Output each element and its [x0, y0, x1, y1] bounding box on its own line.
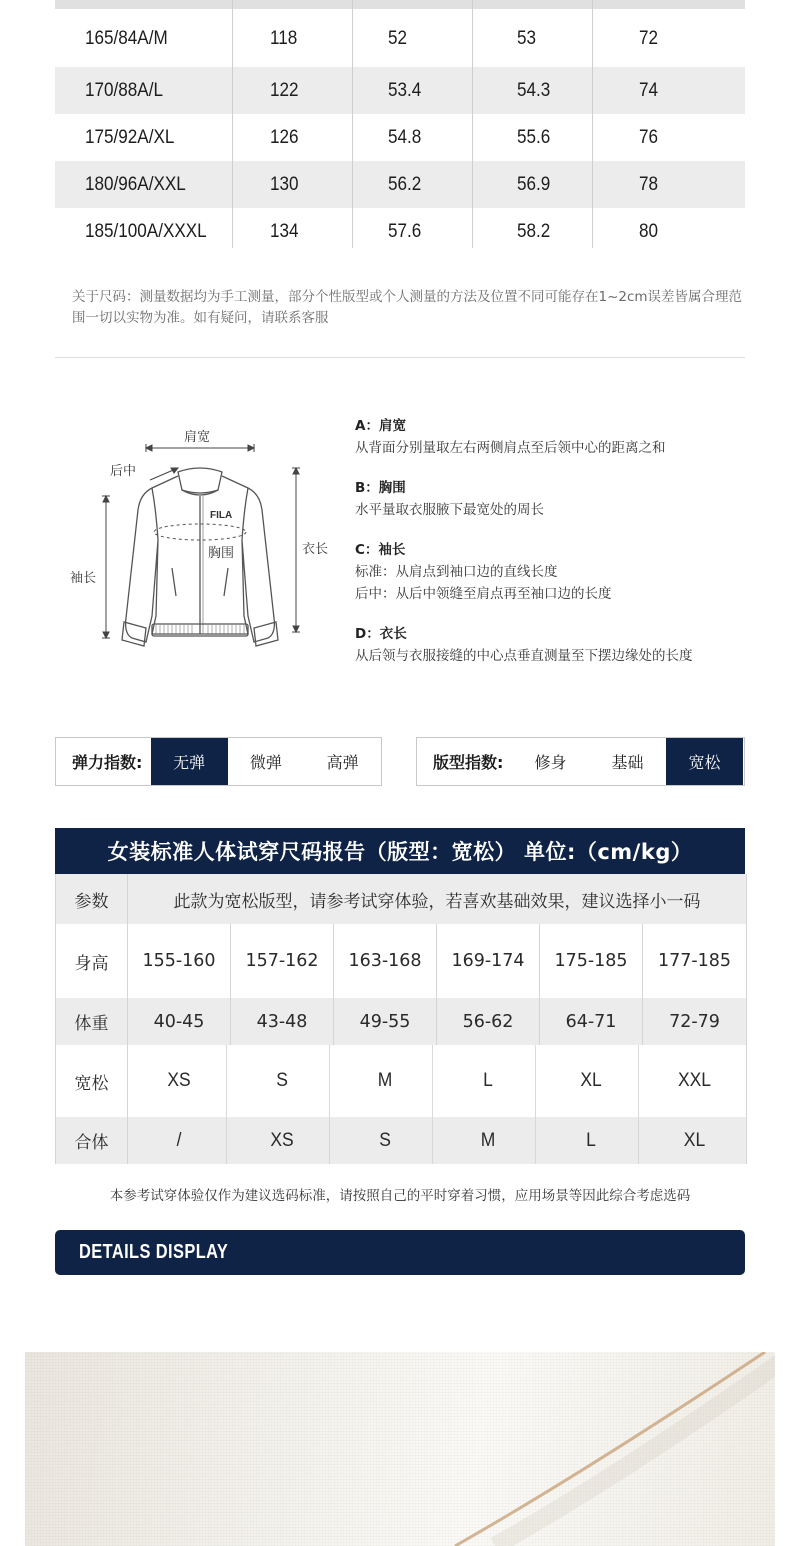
table-cell: L: [441, 1045, 536, 1117]
sleeve-length-label: 袖长: [70, 571, 97, 586]
measurement-desc: 从后领与衣服接缝的中心点垂直测量至下摆边缘处的长度: [355, 648, 693, 664]
elasticity-label: 弹力指数:: [72, 753, 143, 772]
jacket-illustration: [60, 420, 340, 660]
table-cell: 78: [639, 173, 659, 195]
table-row: [55, 0, 745, 67]
jacket-diagram: [60, 420, 340, 660]
table-cell: 56.9: [517, 173, 551, 195]
table-cell: 130: [270, 173, 299, 195]
size-cell: 165/84A/M: [85, 27, 168, 49]
size-cell: 175/92A/XL: [85, 126, 175, 148]
size-cell: 170/88A/L: [85, 79, 163, 101]
measurement-item: [355, 414, 775, 459]
table-cell: 126: [270, 126, 299, 148]
fit-index: [416, 737, 745, 786]
details-display-title: DETAILS DISPLAY: [79, 1241, 229, 1263]
table-cell: 169-174: [437, 924, 540, 998]
table-row: [56, 1045, 746, 1117]
table-cell: 122: [270, 79, 299, 101]
fit-report-table: [55, 874, 747, 1164]
table-cell: 43-48: [231, 998, 334, 1045]
table-cell: 54.8: [388, 126, 422, 148]
size-table: [55, 0, 745, 255]
table-cell: XXL: [677, 1070, 712, 1091]
table-cell: 80: [639, 220, 659, 242]
column-divider: [352, 0, 353, 248]
chest-label: 胸围: [208, 546, 235, 561]
table-cell: M: [441, 1117, 536, 1164]
elasticity-option-slight[interactable]: 微弹: [249, 753, 282, 772]
table-cell: L: [544, 1117, 639, 1164]
row-label: 身高: [56, 924, 128, 998]
table-cell: XS: [235, 1117, 330, 1164]
elasticity-option-none[interactable]: 无弹: [151, 738, 228, 785]
table-cell: 76: [639, 126, 659, 148]
table-cell: 49-55: [334, 998, 437, 1045]
table-cell: 155-160: [128, 924, 231, 998]
table-cell: 118: [270, 27, 298, 49]
measurement-title: B：胸围: [355, 480, 406, 496]
measurement-title: C：袖长: [355, 542, 406, 558]
fabric-seam: [25, 1352, 775, 1546]
row-label: 体重: [56, 998, 128, 1045]
size-cell: 185/100A/XXXL: [85, 220, 207, 242]
table-cell: 52: [388, 27, 408, 49]
table-cell: 72-79: [669, 1011, 720, 1032]
row-label: 合体: [56, 1117, 128, 1164]
length-label: 衣长: [302, 542, 329, 557]
elasticity-option-high[interactable]: 高弹: [326, 753, 359, 772]
table-cell: S: [338, 1117, 433, 1164]
measurement-desc: 后中：从后中领缝至肩点再至袖口边的长度: [355, 586, 612, 602]
row-label: 宽松: [56, 1045, 128, 1117]
table-cell: 57.6: [388, 220, 422, 242]
table-cell: 56-62: [437, 998, 540, 1045]
table-cell: 56.2: [388, 173, 422, 195]
fabric-detail-photo: [25, 1352, 775, 1546]
measurement-desc: 水平量取衣服腋下最宽处的周长: [355, 502, 544, 518]
table-cell: 55.6: [517, 126, 551, 148]
divider: [55, 357, 745, 358]
param-text: 此款为宽松版型，请参考试穿体验，若喜欢基础效果，建议选择小一码: [173, 891, 701, 912]
table-cell: 58.2: [517, 220, 551, 242]
table-cell: /: [132, 1117, 227, 1164]
details-display-bar: [55, 1230, 745, 1275]
table-row: [55, 161, 745, 208]
column-divider: [472, 0, 473, 248]
table-row: [55, 114, 745, 161]
measurement-item: [355, 476, 775, 521]
table-cell: XS: [132, 1045, 227, 1117]
table-row: [56, 998, 746, 1045]
table-cell: 40-45: [128, 998, 231, 1045]
back-center-label: 后中: [110, 464, 137, 479]
table-cell: 134: [270, 220, 299, 242]
report-title: 女装标准人体试穿尺码报告（版型：宽松） 单位:（cm/kg）: [55, 828, 745, 874]
table-cell: XL: [544, 1045, 639, 1117]
measurement-title: D：衣长: [355, 626, 407, 642]
fit-label: 版型指数:: [433, 753, 504, 772]
measurement-guide: [355, 414, 775, 684]
row-label: 参数: [56, 874, 128, 924]
measurement-desc: 从背面分别量取左右两侧肩点至后领中心的距离之和: [355, 440, 666, 456]
table-cell: 74: [639, 79, 659, 101]
table-cell: XL: [683, 1129, 706, 1151]
measurement-desc: 标准：从肩点到袖口边的直线长度: [355, 564, 558, 580]
elasticity-index: [55, 737, 382, 786]
fit-option-regular[interactable]: 基础: [611, 753, 644, 772]
table-cell: 54.3: [517, 79, 551, 101]
table-row: [56, 874, 746, 924]
table-cell: 175-185: [540, 924, 643, 998]
table-cell: S: [235, 1045, 330, 1117]
table-row: [55, 67, 745, 114]
size-cell: 180/96A/XXL: [85, 173, 186, 195]
report-note: 本参考试穿体验仅作为建议选码标准，请按照自己的平时穿着习惯，应用场景等因此综合考虑选码: [109, 1188, 691, 1204]
fit-option-slim[interactable]: 修身: [534, 753, 567, 772]
table-cell: 177-185: [657, 951, 732, 971]
table-cell: 53.4: [388, 79, 422, 101]
shoulder-width-label: 肩宽: [184, 430, 211, 445]
column-divider: [232, 0, 233, 248]
table-row: [56, 1117, 746, 1164]
table-cell: 53: [517, 27, 537, 49]
table-cell: 72: [639, 27, 659, 49]
brand-logo: FILA: [210, 510, 233, 521]
table-row: [56, 924, 746, 998]
table-cell: M: [338, 1045, 433, 1117]
table-cell: 64-71: [540, 998, 643, 1045]
fit-option-loose[interactable]: 宽松: [666, 738, 743, 785]
column-divider: [592, 0, 593, 248]
measurement-title: A：肩宽: [355, 418, 406, 434]
table-cell: 157-162: [231, 924, 334, 998]
measurement-item: [355, 538, 775, 605]
table-row: [55, 208, 745, 255]
table-cell: 163-168: [334, 924, 437, 998]
measurement-item: [355, 622, 775, 667]
size-note: 关于尺码：测量数据均为手工测量，部分个性版型或个人测量的方法及位置不同可能存在1~2cm误差皆属合理范围一切以实物为准。如有疑问，请联系客服: [72, 289, 743, 326]
